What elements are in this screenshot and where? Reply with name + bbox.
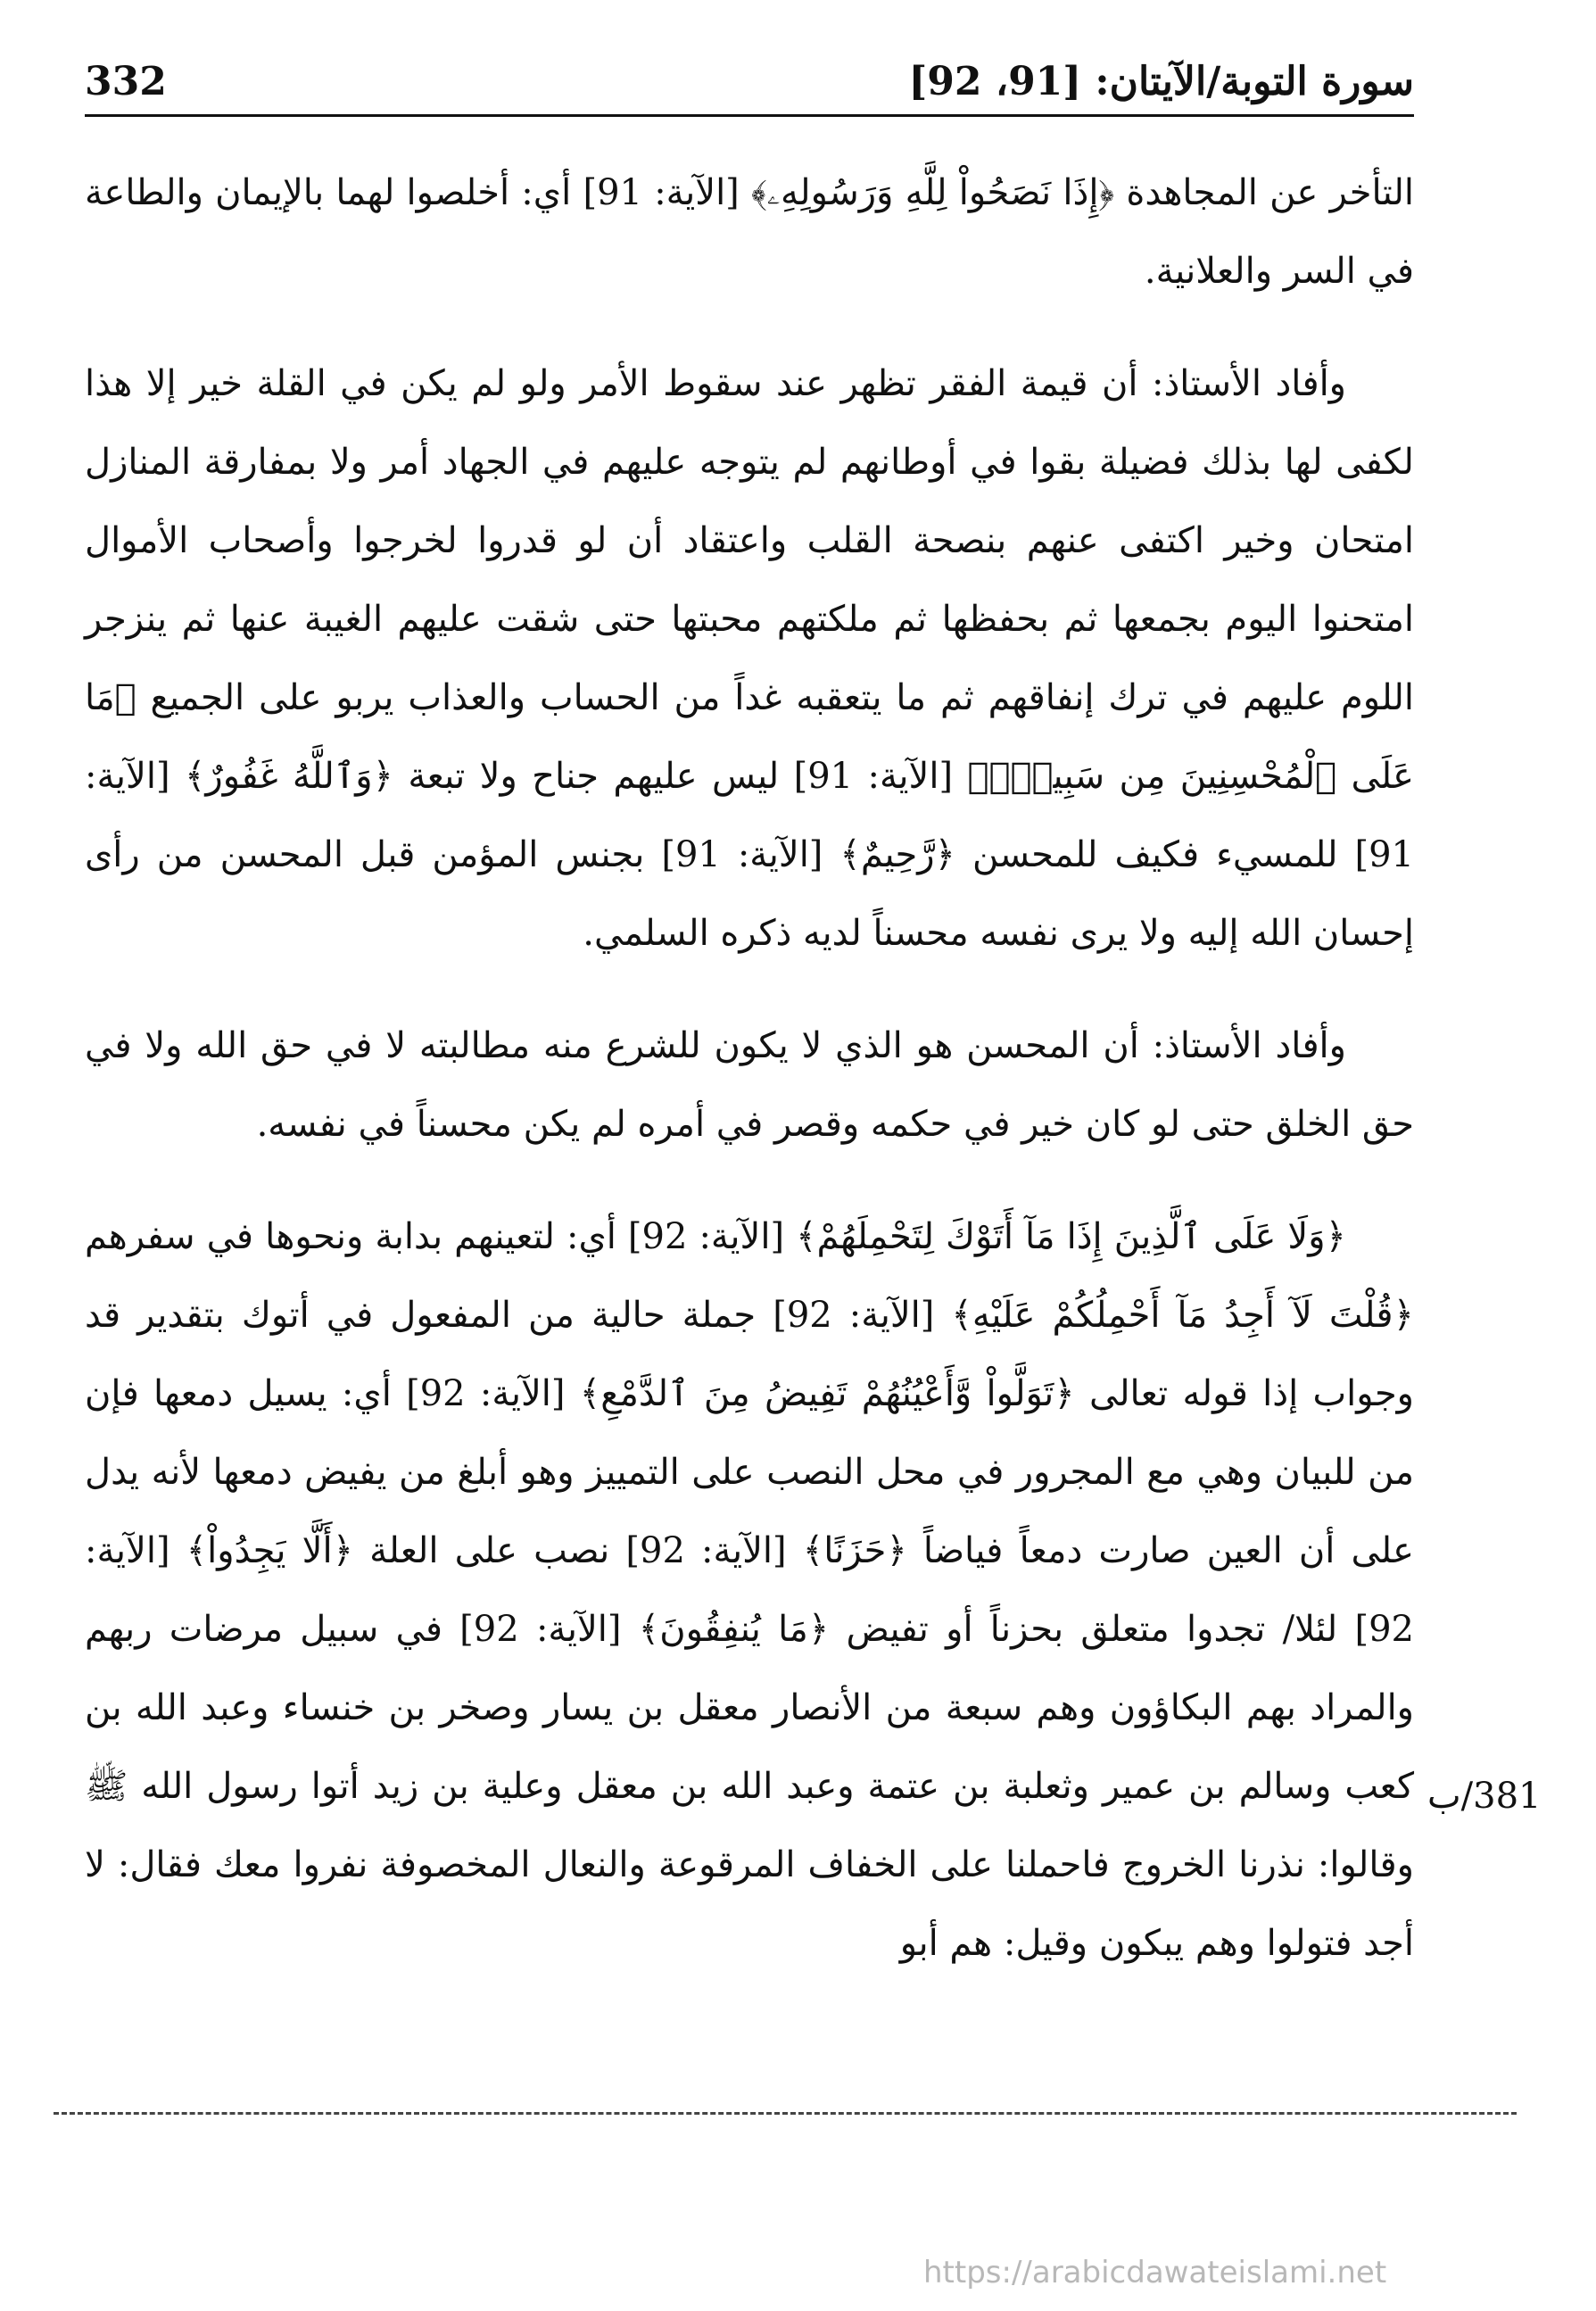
page-header — [85, 55, 1414, 107]
header-title: سورة التوبة/الآيتان: [91، 92] — [908, 58, 1414, 104]
paragraph-2: وأفاد الأستاذ: أن قيمة الفقر تظهر عند سقوط الأمر ولو لم يكن في القلة خير إلا هذا لكفى لها بذلك فضيلة بقوا في أوطانهم لم يتوجه عليهم في الجهاد أمر ولا بمفارقة المنازل امتحان وخير اكتفى عنهم بنصحة القلب واعتقاد أن لو قدروا لخرجوا وأصحاب الأموال امتحنوا اليوم بجمعها ثم بحفظها ثم ملكتهم محبتها حتى شقت عليهم الغيبة عنها ثم ينزجر اللوم عليهم في ترك إنفاقهم ثم ما يتعقبه غداً من الحساب والعذاب يربو على الجميع ﴿مَا عَلَى ٱلْمُحْسِنِينَ مِن سَبِيلٍۚ﴾ [الآية: 91] ليس عليهم جناح ولا تبعة ﴿وَٱللَّهُ غَفُورٌ﴾ [الآية: 91] للمسيء فكيف للمحسن ﴿رَّحِيمٌ﴾ [الآية: 91] بجنس المؤمن قبل المحسن من رأى إحسان الله إليه ولا يرى نفسه محسناً لديه ذكره السلمي. — [85, 363, 1414, 954]
body-text — [85, 153, 1414, 2017]
paragraph-3: وأفاد الأستاذ: أن المحسن هو الذي لا يكون للشرع منه مطالبته لا في حق الله ولا في حق الخلق حتى لو كان خير في حكمه وقصر في أمره لم يكن محسناً في نفسه. — [85, 1025, 1414, 1145]
paragraph-1: التأخر عن المجاهدة ﴿إِذَا نَصَحُواْ لِلَّهِ وَرَسُولِهِۦ﴾ [الآية: 91] أي: أخلصوا لهما بالإيمان والطاعة في السر والعلانية. — [85, 172, 1415, 292]
paragraph-4: ﴿وَلَا عَلَى ٱلَّذِينَ إِذَا مَآ أَتَوْكَ لِتَحْمِلَهُمْ﴾ [الآية: 92] أي: لتعينهم بدابة ونحوها في سفرهم ﴿قُلْتَ لَآ أَجِدُ مَآ أَحْمِلُكُمْ عَلَيْهِ﴾ [الآية: 92] جملة حالية من المفعول في أتوك بتقدير قد وجواب إذا قوله تعالى ﴿تَوَلَّواْ وَّأَعْيُنُهُمْ تَفِيضُ مِنَ ٱلدَّمْعِ﴾ [الآية: 92] أي: يسيل دمعها فإن من للبيان وهي مع المجرور في محل النصب على التمييز وهو أبلغ من يفيض دمعها لأنه يدل على أن العين صارت دمعاً فياضاً ﴿حَزَنًا﴾ [الآية: 92] نصب على العلة ﴿أَلَّا يَجِدُواْ﴾ [الآية: 92] لئلا/ تجدوا متعلق بحزناً أو تفيض ﴿مَا يُنفِقُونَ﴾ [الآية: 92] في سبيل مرضات ربهم والمراد بهم البكاؤون وهم سبعة من الأنصار معقل بن يسار وصخر بن خنساء وعبد الله بن كعب وسالم بن عمير وثعلبة بن عتمة وعبد الله بن معقل وعلية بن زيد أتوا رسول الله ﷺ وقالوا: نذرنا الخروج فاحملنا على الخفاف المرقوعة والنعال المخصوفة نفروا معك فقال: لا أجد فتولوا وهم يبكون وقيل: هم أبو — [85, 1216, 1415, 1964]
page-number: 332 — [85, 58, 167, 104]
watermark-url: https://arabicdawateislami.net — [923, 2255, 1387, 2290]
dashed-rule — [54, 2112, 1517, 2115]
manuscript-page-marker: 381/ب — [1427, 1776, 1542, 1817]
header-rule — [85, 114, 1414, 117]
